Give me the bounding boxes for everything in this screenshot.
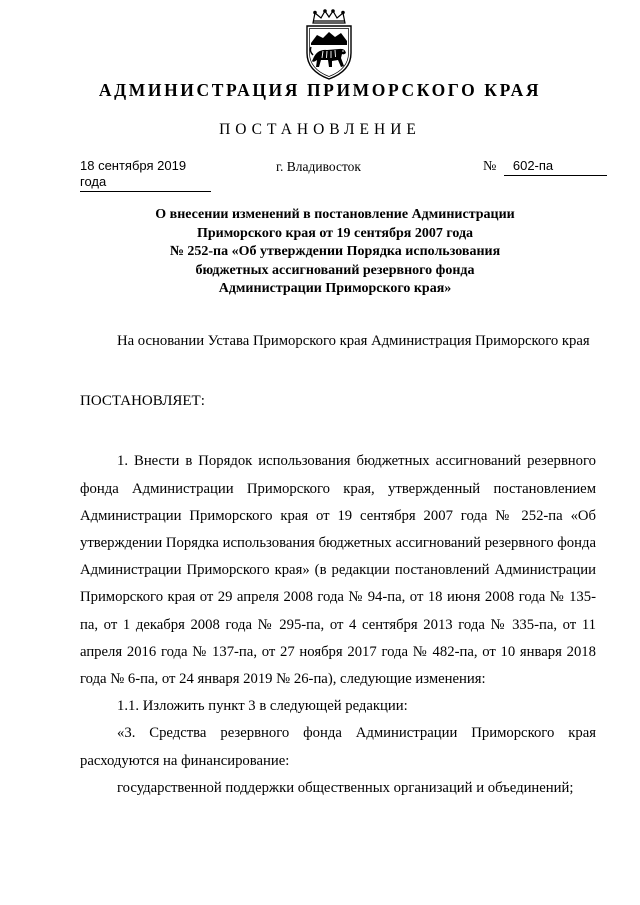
document-type: ПОСТАНОВЛЕНИЕ bbox=[219, 121, 421, 138]
document-number bbox=[483, 158, 607, 176]
title-line: № 252-па «Об утверждении Порядка использования bbox=[169, 244, 501, 259]
resolves-heading: ПОСТАНОВЛЯЕТ: bbox=[80, 393, 205, 410]
document-body bbox=[80, 328, 596, 802]
title-line: бюджетных ассигнований резервного фонда bbox=[195, 262, 475, 278]
organization-name: АДМИНИСТРАЦИЯ ПРИМОРСКОГО КРАЯ bbox=[98, 80, 542, 100]
title-line: Приморского края от 19 сентября 2007 года bbox=[196, 225, 474, 241]
number-label: № bbox=[483, 159, 497, 174]
document-title bbox=[100, 206, 570, 299]
support-paragraph: государственной поддержки общественных организаций и объединений; bbox=[117, 779, 574, 796]
item-1-paragraph: 1. Внести в Порядок использования бюджетных ассигнований резервного фонда Администрации Приморского края, утвержденный постановлением Администрации Приморского края от 19 сентября 2007 года № 252-па «Об утверждении Порядка использования бюджетных ассигнований резервного фонда Администрации Приморского края» (в редакции постановлений Администрации Приморского края от 29 апреля 2008 года № 94-па, от 18 июня 2008 года № 135-па, от 1 декабря 2008 года № 295-па, от 4 сентября 2013 года № 335-па, от 11 апреля 2016 года № 137-па, от 27 ноября 2017 года № 482-па, от 10 января 2018 года № 6-па, от 24 января 2019 № 26-па), следующие изменения: bbox=[80, 453, 596, 688]
title-line: Администрации Приморского края» bbox=[218, 281, 452, 296]
number-value: 602-па bbox=[504, 158, 607, 176]
item-1-1-paragraph: 1.1. Изложить пункт 3 в следующей редакции: bbox=[117, 698, 408, 715]
basis-paragraph: На основании Устава Приморского края Администрация Приморского края bbox=[117, 333, 590, 349]
title-line: О внесении изменений в постановление Администрации bbox=[155, 207, 515, 222]
document-city: г. Владивосток bbox=[276, 159, 361, 174]
coat-of-arms-emblem bbox=[299, 9, 359, 81]
date-value: 18 сентября 2019 года bbox=[80, 158, 211, 192]
document-date bbox=[80, 158, 211, 192]
quote-item-3-paragraph: «3. Средства резервного фонда Администрации Приморского края расходуются на финансирование: bbox=[80, 725, 596, 769]
